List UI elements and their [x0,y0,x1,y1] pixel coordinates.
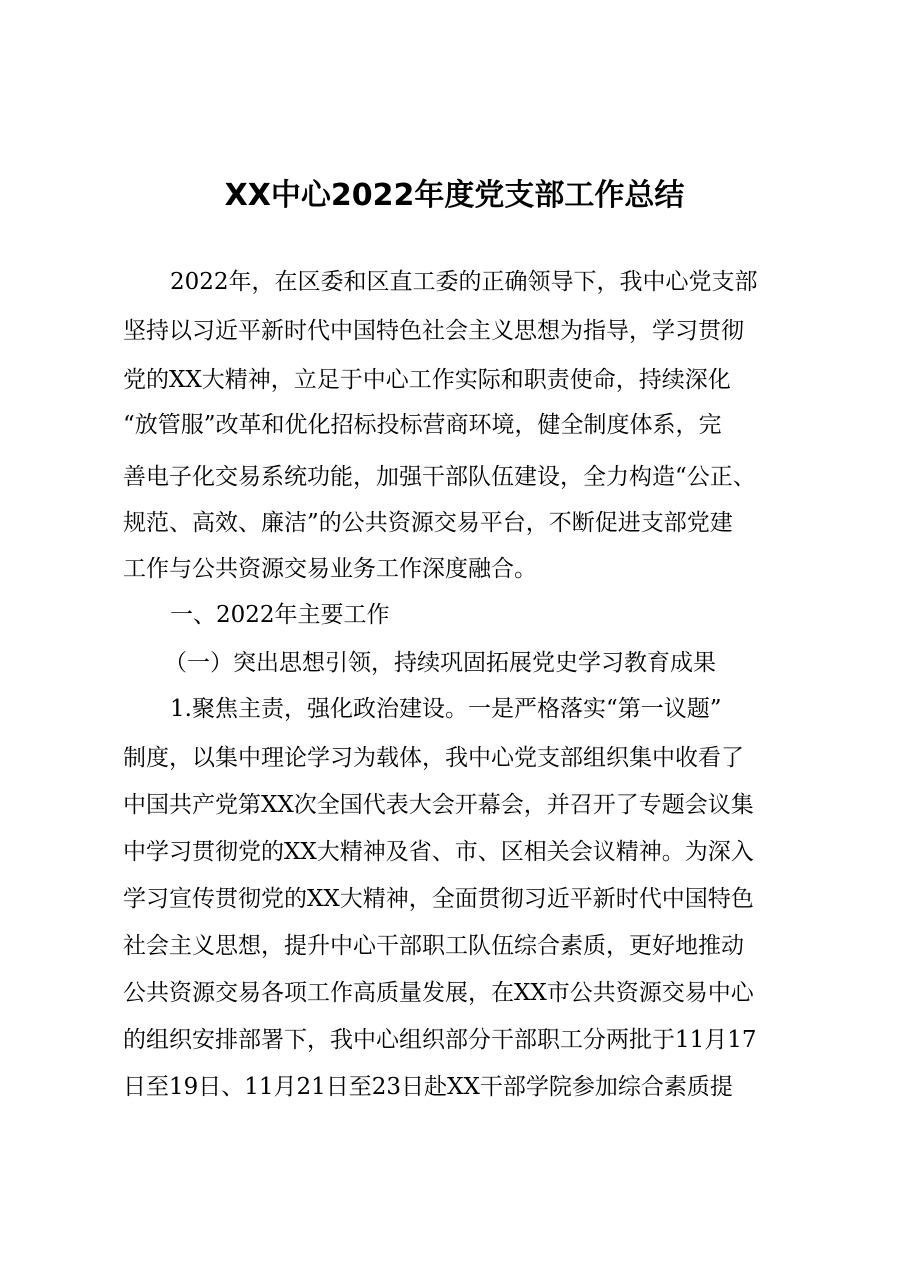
paragraph-line: “放管服”改革和优化招标投标营商环境，健全制度体系，完 [123,412,722,438]
paragraph-line: 1.聚焦主责，强化政治建设。一是严格落实“第一议题” [170,696,722,722]
paragraph-line: 规范、高效、廉洁”的公共资源交易平台，不断促进支部党建 [123,510,733,536]
section-heading: 一、2022年主要工作 [170,602,390,628]
paragraph-line: 的组织安排部署下，我中心组织部分干部职工分两批于11月17 [123,1027,757,1053]
document-title: XX中心2022年度党支部工作总结 [224,178,685,213]
paragraph-line: 日至19日、11月21日至23日赴XX干部学院参加综合素质提 [123,1074,733,1100]
paragraph-line: 中国共产党第XX次全国代表大会开幕会，并召开了专题会议集 [123,792,754,818]
paragraph-line: 善电子化交易系统功能，加强干部队伍建设，全力构造“公正、 [123,464,756,490]
paragraph-line: 公共资源交易各项工作高质量发展，在XX市公共资源交易中心 [123,980,754,1006]
paragraph-line: 制度，以集中理论学习为载体，我中心党支部组织集中收看了 [123,745,744,771]
paragraph-line: 2022年，在区委和区直工委的正确领导下，我中心党支部 [170,269,758,295]
subsection-heading: （一）突出思想引领，持续巩固拓展党史学习教育成果 [164,650,716,676]
paragraph-line: 工作与公共资源交易业务工作深度融合。 [123,556,537,582]
paragraph-line: 社会主义思想，提升中心干部职工队伍综合素质，更好地推动 [123,933,744,959]
paragraph-line: 党的XX大精神，立足于中心工作实际和职责使命，持续深化 [123,367,731,393]
paragraph-line: 学习宣传贯彻党的XX大精神，全面贯彻习近平新时代中国特色 [123,886,754,912]
paragraph-line: 坚持以习近平新时代中国特色社会主义思想为指导，学习贯彻 [123,318,744,344]
paragraph-line: 中学习贯彻党的XX大精神及省、市、区相关会议精神。为深入 [123,839,754,865]
